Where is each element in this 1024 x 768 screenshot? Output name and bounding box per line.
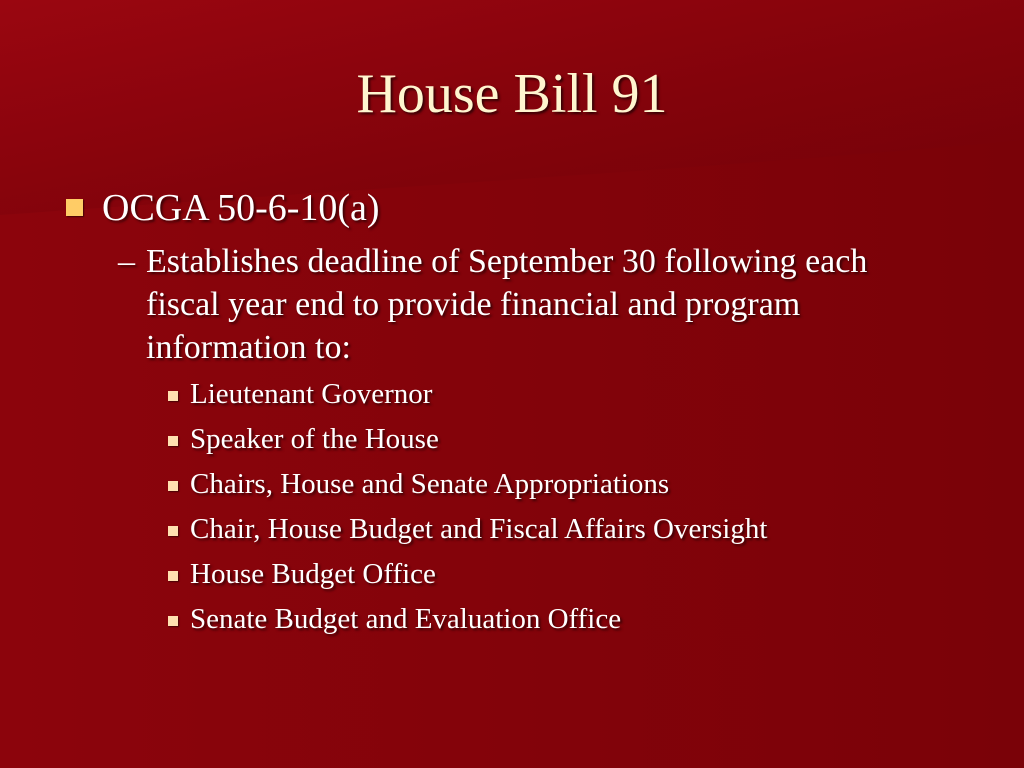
list-item — [168, 507, 960, 552]
bullet-level2 — [118, 240, 906, 369]
list-item-text: Speaker of the House — [190, 423, 439, 455]
small-square-bullet-icon — [168, 616, 178, 626]
small-square-bullet-icon — [168, 481, 178, 491]
list-item — [168, 372, 960, 417]
bullet-level1-text: OCGA 50-6-10(a) — [102, 187, 380, 229]
small-square-bullet-icon — [168, 436, 178, 446]
bullet-level2-text: Establishes deadline of September 30 following each fiscal year end to provide financial and program information to: — [146, 243, 868, 366]
recipient-list — [168, 372, 960, 642]
slide-title: House Bill 91 — [356, 63, 668, 125]
small-square-bullet-icon — [168, 571, 178, 581]
small-square-bullet-icon — [168, 526, 178, 536]
list-item-text: House Budget Office — [190, 558, 436, 590]
slide-content — [60, 186, 960, 642]
list-item — [168, 552, 960, 597]
square-bullet-icon — [66, 199, 83, 216]
list-item — [168, 417, 960, 462]
dash-bullet: – — [118, 243, 135, 280]
list-item-text: Chairs, House and Senate Appropriations — [190, 468, 670, 500]
list-item-text: Senate Budget and Evaluation Office — [190, 603, 622, 635]
list-item — [168, 462, 960, 507]
small-square-bullet-icon — [168, 391, 178, 401]
list-item-text: Chair, House Budget and Fiscal Affairs Oversight — [190, 513, 768, 545]
list-item — [168, 597, 960, 642]
list-item-text: Lieutenant Governor — [190, 378, 433, 410]
bullet-level1 — [60, 186, 960, 230]
